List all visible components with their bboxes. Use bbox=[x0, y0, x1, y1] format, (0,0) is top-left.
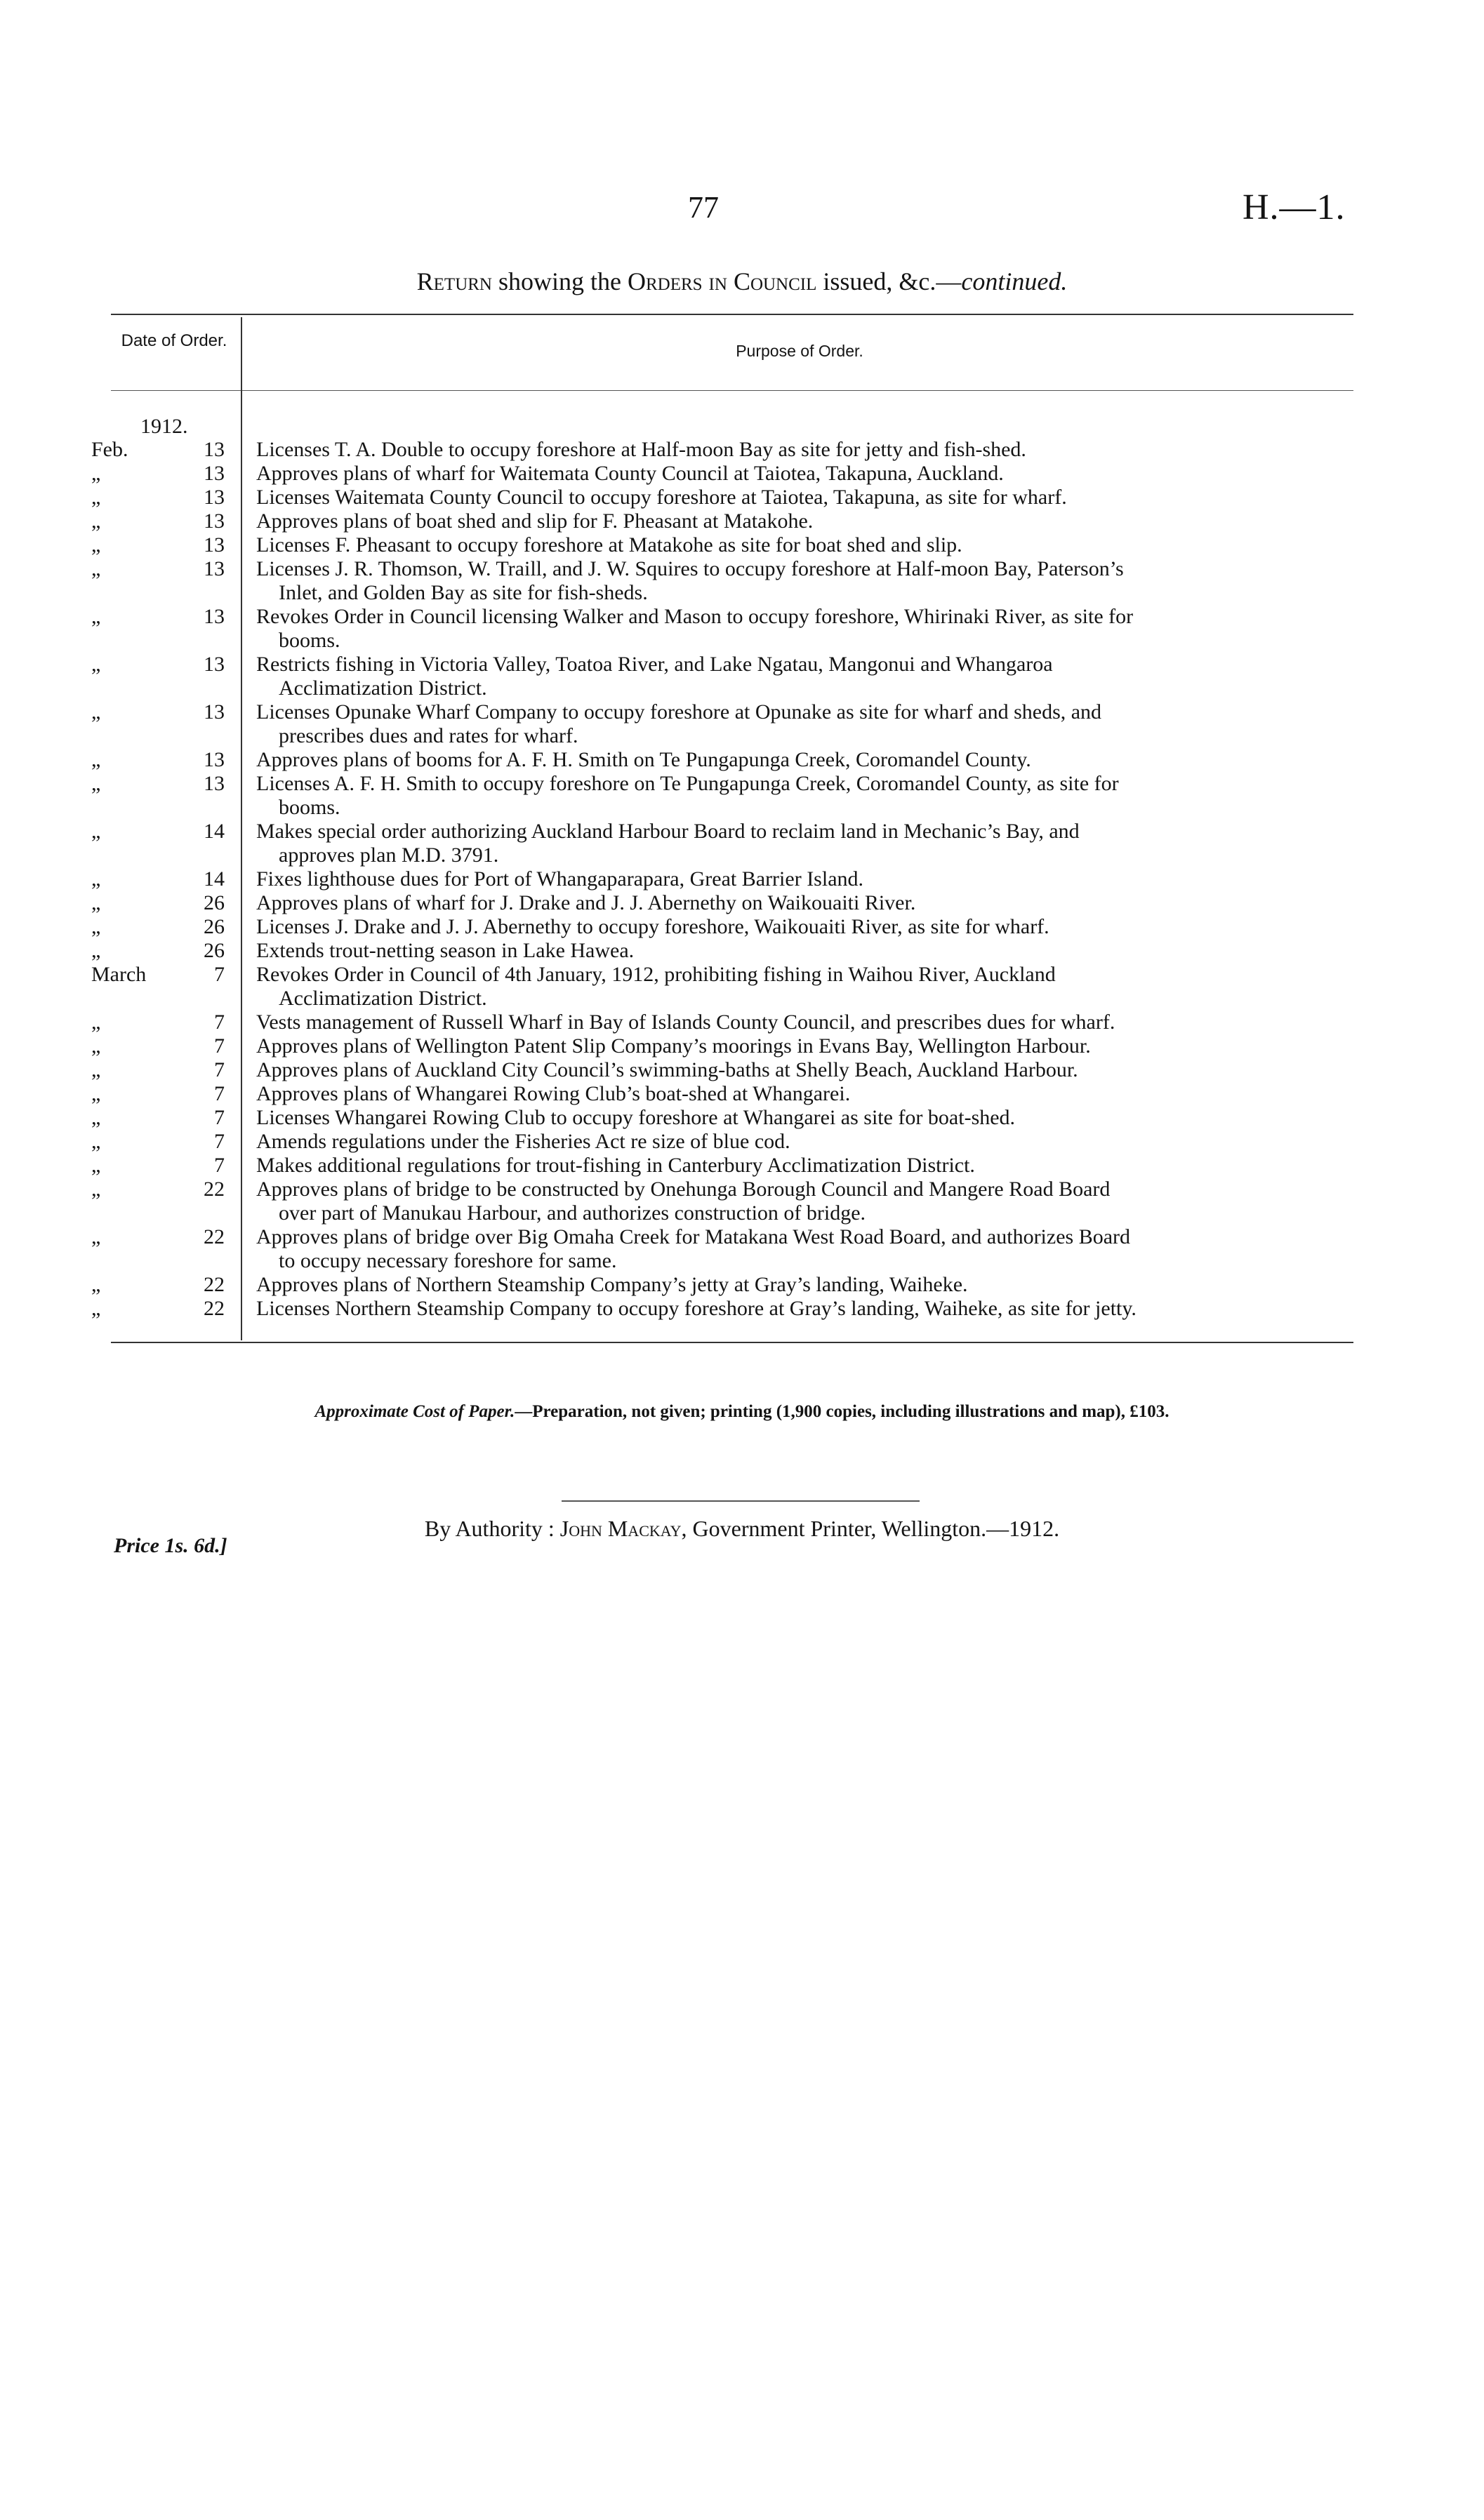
row-purpose bbox=[256, 653, 1351, 700]
footer-short-rule bbox=[562, 1500, 920, 1502]
table-row bbox=[0, 462, 1484, 486]
table-row bbox=[0, 1130, 1484, 1154]
row-purpose bbox=[256, 486, 1351, 509]
row-month bbox=[0, 438, 154, 462]
title-word-showing: showing the bbox=[498, 267, 621, 295]
row-purpose-text: Approves plans of Northern Steamship Company’s jetty at Gray’s landing, Waiheke. bbox=[256, 1273, 968, 1296]
row-day: 7 bbox=[214, 1058, 225, 1081]
row-purpose-text: Restricts fishing in Victoria Valley, Toatoa River, and Lake Ngatau, Mangonui and Whangaroa bbox=[256, 653, 1053, 676]
row-month-text: „ bbox=[91, 748, 101, 771]
row-month-text: „ bbox=[91, 1034, 101, 1058]
row-purpose-continuation: approves plan M.D. 3791. bbox=[279, 844, 499, 867]
table-bottom-rule bbox=[111, 1342, 1353, 1343]
table-row bbox=[0, 820, 1484, 867]
row-purpose bbox=[256, 1130, 1351, 1154]
row-purpose bbox=[256, 1106, 1351, 1130]
table-row bbox=[0, 533, 1484, 557]
row-month bbox=[0, 486, 154, 509]
row-day: 7 bbox=[214, 1130, 225, 1153]
row-day: 7 bbox=[214, 963, 225, 986]
row-month-text: „ bbox=[91, 891, 101, 914]
table-row bbox=[0, 486, 1484, 509]
page-number: 77 bbox=[688, 190, 719, 225]
column-header-purpose: Purpose of Order. bbox=[736, 342, 863, 360]
row-purpose-text: Licenses Whangarei Rowing Club to occupy foreshore at Whangarei as site for boat-shed. bbox=[256, 1106, 1016, 1129]
row-month bbox=[0, 1225, 154, 1273]
row-month bbox=[0, 748, 154, 772]
table-row bbox=[0, 1106, 1484, 1130]
row-purpose bbox=[256, 1082, 1351, 1106]
row-day: 14 bbox=[204, 820, 225, 843]
row-day: 13 bbox=[204, 509, 225, 533]
row-month bbox=[0, 772, 154, 820]
row-month-text: „ bbox=[91, 486, 101, 509]
row-month bbox=[0, 820, 154, 867]
row-month bbox=[0, 1273, 154, 1297]
table-row bbox=[0, 605, 1484, 653]
row-day: 26 bbox=[204, 891, 225, 914]
row-month bbox=[0, 462, 154, 486]
row-month-text: „ bbox=[91, 1130, 101, 1153]
row-purpose bbox=[256, 1297, 1351, 1321]
row-month bbox=[0, 915, 154, 939]
row-purpose-continuation: booms. bbox=[279, 796, 340, 819]
row-day: 7 bbox=[214, 1082, 225, 1105]
row-month bbox=[0, 557, 154, 605]
row-month bbox=[0, 939, 154, 963]
row-day: 22 bbox=[204, 1273, 225, 1296]
row-purpose bbox=[256, 772, 1351, 820]
table-row bbox=[0, 1011, 1484, 1034]
row-purpose bbox=[256, 820, 1351, 867]
row-month-text: Feb. bbox=[91, 438, 128, 461]
table-row bbox=[0, 557, 1484, 605]
table-row bbox=[0, 1297, 1484, 1321]
row-purpose bbox=[256, 748, 1351, 772]
row-day: 13 bbox=[204, 772, 225, 795]
title-word-return: Return bbox=[416, 267, 492, 295]
row-month-text: „ bbox=[91, 700, 101, 724]
row-day: 7 bbox=[214, 1011, 225, 1034]
table-row bbox=[0, 1225, 1484, 1273]
row-month-text: „ bbox=[91, 915, 101, 938]
row-purpose-text: Licenses Opunake Wharf Company to occupy foreshore at Opunake as site for wharf and sheds, and bbox=[256, 700, 1102, 724]
row-purpose-text: Revokes Order in Council of 4th January, 1912, prohibiting fishing in Waihou River, Auckland bbox=[256, 963, 1056, 986]
row-day: 13 bbox=[204, 700, 225, 724]
row-purpose-continuation: booms. bbox=[279, 629, 340, 652]
row-purpose bbox=[256, 557, 1351, 605]
row-month bbox=[0, 1154, 154, 1178]
row-month-text: March bbox=[91, 963, 147, 986]
row-purpose-text: Licenses J. Drake and J. J. Abernethy to occupy foreshore, Waikouaiti River, as site for wharf. bbox=[256, 915, 1049, 938]
row-month bbox=[0, 1106, 154, 1130]
row-purpose-text: Extends trout-netting season in Lake Hawea. bbox=[256, 939, 635, 962]
row-month-text: „ bbox=[91, 1273, 101, 1296]
row-month bbox=[0, 1011, 154, 1034]
row-purpose-text: Approves plans of booms for A. F. H. Smith on Te Pungapunga Creek, Coromandel County. bbox=[256, 748, 1031, 771]
row-purpose bbox=[256, 915, 1351, 939]
row-day: 13 bbox=[204, 605, 225, 628]
row-day: 13 bbox=[204, 653, 225, 676]
row-purpose-continuation: Inlet, and Golden Bay as site for fish-sheds. bbox=[279, 581, 648, 604]
authority-prefix: By Authority : bbox=[424, 1516, 555, 1541]
row-day: 14 bbox=[204, 867, 225, 891]
row-purpose bbox=[256, 509, 1351, 533]
row-day: 26 bbox=[204, 939, 225, 962]
table-top-rule bbox=[111, 314, 1353, 315]
row-purpose bbox=[256, 1178, 1351, 1225]
row-day: 7 bbox=[214, 1106, 225, 1129]
row-purpose-continuation: Acclimatization District. bbox=[279, 987, 487, 1010]
authority-suffix: Government Printer, Wellington.—1912. bbox=[692, 1516, 1060, 1541]
row-day: 13 bbox=[204, 557, 225, 580]
row-month bbox=[0, 533, 154, 557]
row-month bbox=[0, 891, 154, 915]
row-purpose-continuation: over part of Manukau Harbour, and authorizes construction of bridge. bbox=[279, 1201, 866, 1225]
row-month-text: „ bbox=[91, 1297, 101, 1320]
row-month-text: „ bbox=[91, 653, 101, 676]
row-day: 22 bbox=[204, 1297, 225, 1320]
row-day: 7 bbox=[214, 1034, 225, 1058]
table-row bbox=[0, 1082, 1484, 1106]
table-row bbox=[0, 1154, 1484, 1178]
row-month-text: „ bbox=[91, 462, 101, 485]
row-purpose-continuation: Acclimatization District. bbox=[279, 676, 487, 700]
table-row bbox=[0, 438, 1484, 462]
row-purpose-text: Revokes Order in Council licensing Walker and Mason to occupy foreshore, Whirinaki River, as site for bbox=[256, 605, 1134, 628]
row-purpose-text: Makes special order authorizing Auckland Harbour Board to reclaim land in Mechanic’s Bay, and bbox=[256, 820, 1080, 843]
cost-text: —Preparation, not given; printing (1,900 copies, including illustrations and map), £103. bbox=[515, 1402, 1170, 1421]
year-label: 1912. bbox=[140, 415, 188, 438]
row-month bbox=[0, 867, 154, 891]
row-month bbox=[0, 605, 154, 653]
row-purpose-text: Approves plans of wharf for J. Drake and J. J. Abernethy on Waikouaiti River. bbox=[256, 891, 916, 914]
row-day: 26 bbox=[204, 915, 225, 938]
row-day: 22 bbox=[204, 1225, 225, 1248]
row-month-text: „ bbox=[91, 533, 101, 556]
row-month bbox=[0, 1178, 154, 1225]
row-month bbox=[0, 1082, 154, 1106]
row-month-text: „ bbox=[91, 1225, 101, 1248]
row-purpose bbox=[256, 1225, 1351, 1273]
table-row bbox=[0, 1178, 1484, 1225]
table-row bbox=[0, 748, 1484, 772]
row-month-text: „ bbox=[91, 1154, 101, 1177]
row-purpose bbox=[256, 939, 1351, 963]
row-purpose-text: Licenses F. Pheasant to occupy foreshore at Matakohe as site for boat shed and slip. bbox=[256, 533, 962, 556]
row-purpose-continuation: prescribes dues and rates for wharf. bbox=[279, 724, 578, 747]
row-month-text: „ bbox=[91, 1178, 101, 1201]
table-row bbox=[0, 700, 1484, 748]
table-row bbox=[0, 1273, 1484, 1297]
row-month bbox=[0, 700, 154, 748]
row-month-text: „ bbox=[91, 867, 101, 891]
row-month bbox=[0, 1034, 154, 1058]
row-month-text: „ bbox=[91, 1082, 101, 1105]
title-word-continued: continued. bbox=[961, 267, 1068, 295]
row-month-text: „ bbox=[91, 1011, 101, 1034]
row-day: 13 bbox=[204, 533, 225, 556]
row-purpose-text: Licenses A. F. H. Smith to occupy foreshore on Te Pungapunga Creek, Coromandel County, as site for bbox=[256, 772, 1119, 795]
row-purpose-continuation: to occupy necessary foreshore for same. bbox=[279, 1249, 617, 1272]
table-header-rule bbox=[111, 390, 1353, 391]
table-row bbox=[0, 653, 1484, 700]
authority-printer-name: John Mackay, bbox=[559, 1516, 687, 1541]
row-month-text: „ bbox=[91, 772, 101, 795]
table-row bbox=[0, 939, 1484, 963]
row-purpose bbox=[256, 1058, 1351, 1082]
row-purpose-text: Approves plans of bridge to be constructed by Onehunga Borough Council and Mangere Road Board bbox=[256, 1178, 1111, 1201]
row-purpose-text: Approves plans of Wellington Patent Slip Company’s moorings in Evans Bay, Wellington Harbour. bbox=[256, 1034, 1091, 1058]
row-month bbox=[0, 1297, 154, 1321]
row-purpose-text: Licenses J. R. Thomson, W. Traill, and J. W. Squires to occupy foreshore at Half-moon Bay, Paterson’s bbox=[256, 557, 1124, 580]
cost-of-paper-note bbox=[0, 1402, 1484, 1422]
row-purpose-text: Licenses Northern Steamship Company to occupy foreshore at Gray’s landing, Waiheke, as site for jetty. bbox=[256, 1297, 1137, 1320]
row-purpose bbox=[256, 891, 1351, 915]
row-month-text: „ bbox=[91, 605, 101, 628]
table-row bbox=[0, 1058, 1484, 1082]
row-purpose bbox=[256, 867, 1351, 891]
table-row bbox=[0, 915, 1484, 939]
row-month bbox=[0, 1058, 154, 1082]
row-day: 22 bbox=[204, 1178, 225, 1201]
row-month bbox=[0, 1130, 154, 1154]
document-reference: H.—1. bbox=[1243, 187, 1346, 227]
row-month-text: „ bbox=[91, 557, 101, 580]
row-month-text: „ bbox=[91, 939, 101, 962]
order-rows bbox=[0, 438, 1484, 1321]
row-purpose bbox=[256, 462, 1351, 486]
row-purpose bbox=[256, 1154, 1351, 1178]
row-month bbox=[0, 963, 154, 1011]
row-day: 13 bbox=[204, 438, 225, 461]
row-purpose-text: Fixes lighthouse dues for Port of Whangaparapara, Great Barrier Island. bbox=[256, 867, 864, 891]
row-purpose bbox=[256, 533, 1351, 557]
row-purpose-text: Approves plans of Whangarei Rowing Club’s boat-shed at Whangarei. bbox=[256, 1082, 851, 1105]
row-purpose bbox=[256, 1273, 1351, 1297]
table-row bbox=[0, 1034, 1484, 1058]
table-row bbox=[0, 867, 1484, 891]
row-purpose bbox=[256, 438, 1351, 462]
table-row bbox=[0, 963, 1484, 1011]
row-day: 13 bbox=[204, 748, 225, 771]
table-row bbox=[0, 509, 1484, 533]
row-purpose-text: Vests management of Russell Wharf in Bay of Islands County Council, and prescribes dues for wharf. bbox=[256, 1011, 1115, 1034]
row-day: 13 bbox=[204, 462, 225, 485]
row-purpose-text: Approves plans of wharf for Waitemata County Council at Taiotea, Takapuna, Auckland. bbox=[256, 462, 1004, 485]
cost-label: Approximate Cost of Paper. bbox=[314, 1402, 515, 1421]
table-title bbox=[0, 267, 1484, 296]
table-row bbox=[0, 891, 1484, 915]
row-purpose-text: Amends regulations under the Fisheries Act re size of blue cod. bbox=[256, 1130, 790, 1153]
row-month-text: „ bbox=[91, 509, 101, 533]
row-purpose-text: Licenses Waitemata County Council to occupy foreshore at Taiotea, Takapuna, as site for wharf. bbox=[256, 486, 1067, 509]
row-month-text: „ bbox=[91, 1106, 101, 1129]
title-word-issued: issued, &c.— bbox=[823, 267, 962, 295]
row-purpose-text: Approves plans of Auckland City Council’s swimming-baths at Shelly Beach, Auckland Harbour. bbox=[256, 1058, 1078, 1081]
row-purpose-text: Licenses T. A. Double to occupy foreshore at Half-moon Bay as site for jetty and fish-shed. bbox=[256, 438, 1026, 461]
row-purpose-text: Approves plans of boat shed and slip for F. Pheasant at Matakohe. bbox=[256, 509, 814, 533]
column-header-date: Date of Order. bbox=[121, 331, 227, 350]
row-purpose bbox=[256, 700, 1351, 748]
row-purpose bbox=[256, 605, 1351, 653]
row-month bbox=[0, 653, 154, 700]
row-day: 7 bbox=[214, 1154, 225, 1177]
row-month bbox=[0, 509, 154, 533]
row-purpose-text: Approves plans of bridge over Big Omaha Creek for Matakana West Road Board, and authorizes Board bbox=[256, 1225, 1131, 1248]
row-month-text: „ bbox=[91, 1058, 101, 1081]
title-word-orders: Orders in Council bbox=[627, 267, 817, 295]
row-purpose bbox=[256, 1011, 1351, 1034]
row-purpose-text: Makes additional regulations for trout-fishing in Canterbury Acclimatization District. bbox=[256, 1154, 975, 1177]
row-month-text: „ bbox=[91, 820, 101, 843]
table-row bbox=[0, 772, 1484, 820]
row-day: 13 bbox=[204, 486, 225, 509]
row-purpose bbox=[256, 963, 1351, 1011]
price-label: Price 1s. 6d.] bbox=[114, 1534, 227, 1557]
row-purpose bbox=[256, 1034, 1351, 1058]
